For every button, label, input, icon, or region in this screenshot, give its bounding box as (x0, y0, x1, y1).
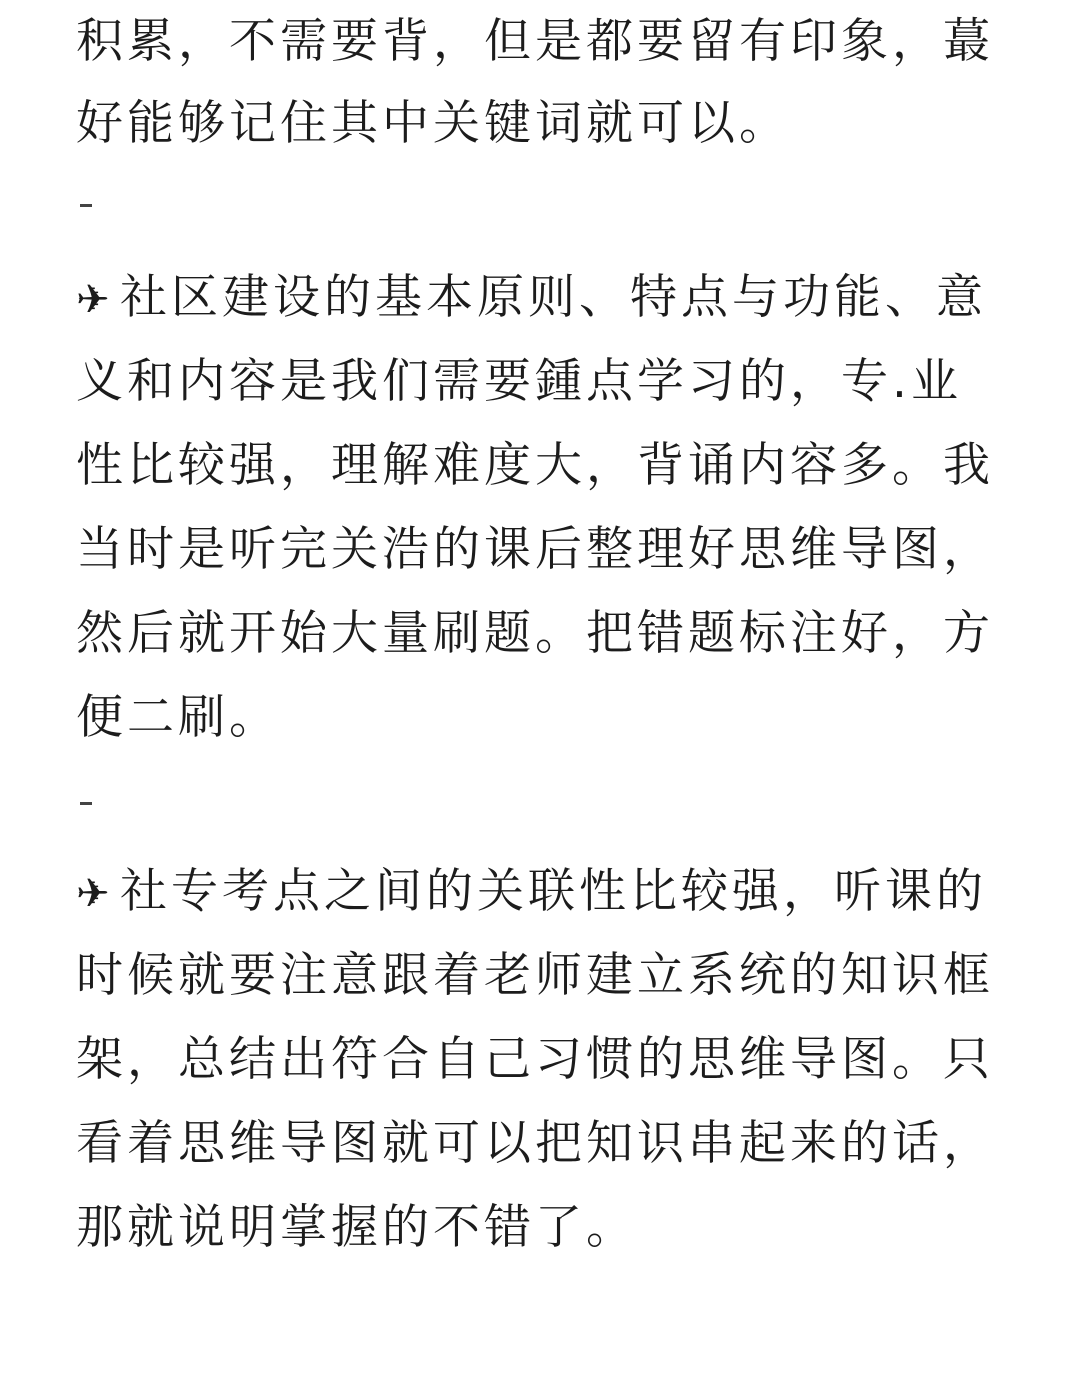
section2-line-2: 时候就要注意跟着老师建立系统的知识框 (76, 948, 994, 1003)
airplane-icon: ✈ (76, 277, 114, 323)
section1-line-3: 性比较强，理解难度大，背诵内容多。我 (76, 438, 994, 493)
section2-line-5: 那就说明掌握的不错了。 (76, 1200, 637, 1255)
section1-line-6: 便二刷。 (76, 690, 280, 745)
section1-line-4: 当时是听完关浩的课后整理好思维导图， (76, 522, 994, 577)
separator-2 (80, 802, 92, 805)
section1-line-1 (76, 268, 987, 328)
section2-line-1 (76, 862, 987, 922)
separator-1 (80, 204, 92, 207)
section1-line-5: 然后就开始大量刷题。把错题标注好，方 (76, 606, 994, 661)
section2-text-1: 社专考点之间的关联性比较强，听课的 (120, 864, 987, 919)
airplane-icon: ✈ (76, 871, 114, 917)
section1-line-2: 义和内容是我们需要鍾点学习的，专.业 (76, 354, 962, 409)
section2-line-3: 架，总结出符合自己习惯的思维导图。只 (76, 1032, 994, 1087)
section2-line-4: 看着思维导图就可以把知识串起来的话， (76, 1116, 994, 1171)
section1-text-1: 社区建设的基本原则、特点与功能、意 (120, 270, 987, 325)
intro-line-2: 好能够记住其中关键词就可以。 (76, 96, 790, 151)
intro-line-1: 积累，不需要背，但是都要留有印象，蕞 (76, 14, 994, 69)
